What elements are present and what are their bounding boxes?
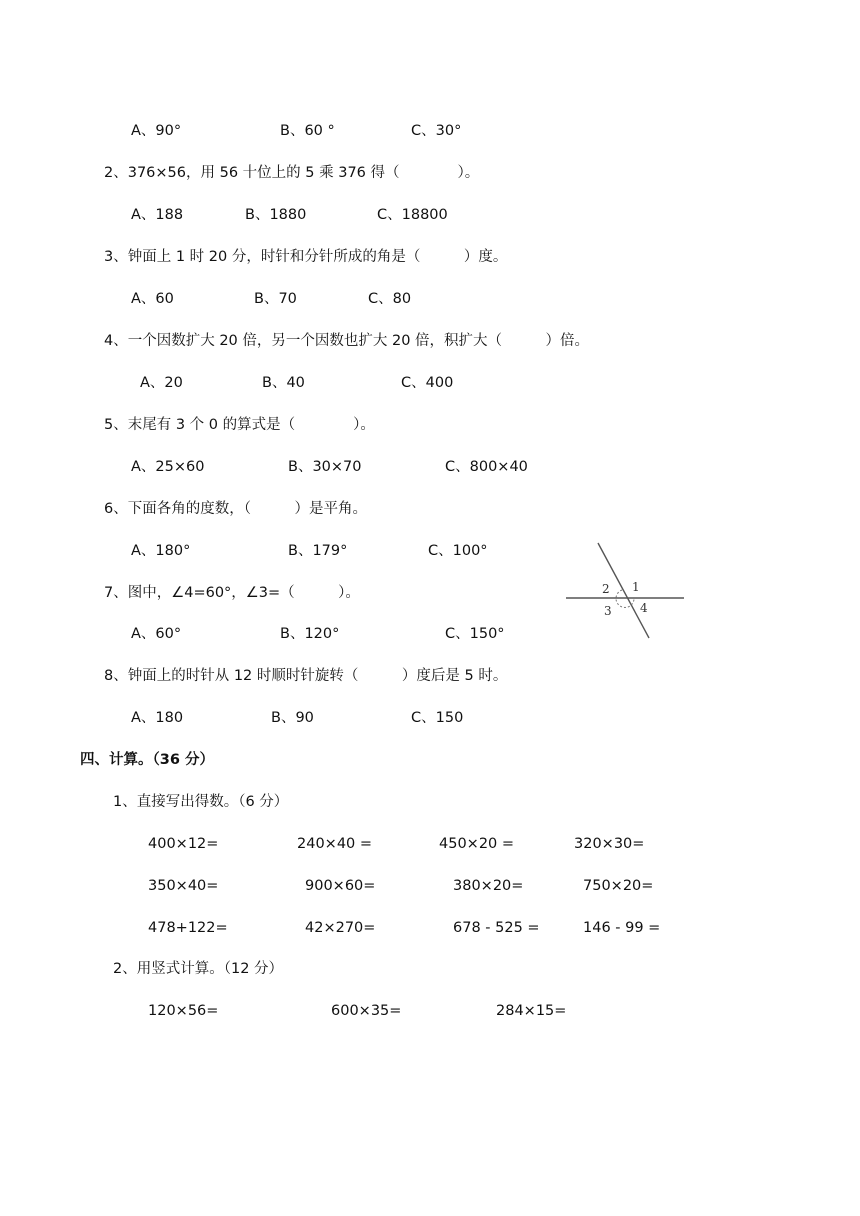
q7-stem: 7、图中，∠4=60°，∠3=（ ）。 — [104, 585, 360, 601]
q2-stem: 2、376×56，用 56 十位上的 5 乘 376 得（ ）。 — [104, 165, 480, 181]
q8-option-b: B、90 — [271, 710, 314, 726]
q8-option-a: A、180 — [131, 710, 184, 726]
q8-option-c: C、150 — [411, 710, 464, 726]
q2-option-c: C、18800 — [377, 207, 448, 223]
q5-option-c: C、800×40 — [445, 459, 528, 475]
q7-option-b: B、120° — [280, 626, 340, 642]
sub2-title: 2、用竖式计算。（12 分） — [113, 961, 284, 977]
q3-option-b: B、70 — [254, 291, 297, 307]
q6-stem: 6、下面各角的度数，（ ）是平角。 — [104, 501, 367, 517]
calc-item: 478+122= — [148, 920, 228, 936]
calc-item: 900×60= — [305, 878, 376, 894]
angle-label-2: 2 — [602, 582, 610, 596]
calc-item: 146 - 99 = — [583, 920, 661, 936]
calc-item: 450×20 = — [439, 836, 515, 852]
q1-option-a: A、90° — [131, 123, 182, 139]
calc-item: 240×40 = — [297, 836, 373, 852]
q7-option-c: C、150° — [445, 626, 505, 642]
q5-option-a: A、25×60 — [131, 459, 205, 475]
calc-item: 42×270= — [305, 920, 376, 936]
q4-stem: 4、一个因数扩大 20 倍，另一个因数也扩大 20 倍，积扩大（ ）倍。 — [104, 333, 590, 349]
angle-label-4: 4 — [640, 601, 648, 615]
vertical-calc-item: 284×15= — [496, 1003, 567, 1019]
angle-label-3: 3 — [604, 604, 612, 618]
intersecting-lines-figure — [564, 540, 688, 644]
q2-option-a: A、188 — [131, 207, 184, 223]
q3-option-a: A、60 — [131, 291, 174, 307]
q1-option-b: B、60 ° — [280, 123, 335, 139]
sub1-title: 1、直接写出得数。（6 分） — [113, 794, 289, 810]
angle-label-1: 1 — [632, 580, 640, 594]
calc-item: 750×20= — [583, 878, 654, 894]
q4-option-b: B、40 — [262, 375, 305, 391]
calc-item: 380×20= — [453, 878, 524, 894]
q6-option-c: C、100° — [428, 543, 488, 559]
q6-option-b: B、179° — [288, 543, 348, 559]
q5-option-b: B、30×70 — [288, 459, 362, 475]
section-heading: 四、计算。（36 分） — [80, 752, 214, 768]
q4-option-c: C、400 — [401, 375, 454, 391]
q1-option-c: C、30° — [411, 123, 462, 139]
q8-stem: 8、钟面上的时针从 12 时顺时针旋转（ ）度后是 5 时。 — [104, 668, 508, 684]
calc-item: 678 - 525 = — [453, 920, 540, 936]
q4-option-a: A、20 — [140, 375, 183, 391]
q6-option-a: A、180° — [131, 543, 191, 559]
q2-option-b: B、1880 — [245, 207, 307, 223]
calc-item: 400×12= — [148, 836, 219, 852]
q5-stem: 5、末尾有 3 个 0 的算式是（ ）。 — [104, 417, 375, 433]
calc-item: 320×30= — [574, 836, 645, 852]
calc-item: 350×40= — [148, 878, 219, 894]
q3-option-c: C、80 — [368, 291, 412, 307]
vertical-calc-item: 120×56= — [148, 1003, 219, 1019]
q3-stem: 3、钟面上 1 时 20 分，时针和分针所成的角是（ ）度。 — [104, 249, 508, 265]
q7-option-a: A、60° — [131, 626, 182, 642]
vertical-calc-item: 600×35= — [331, 1003, 402, 1019]
